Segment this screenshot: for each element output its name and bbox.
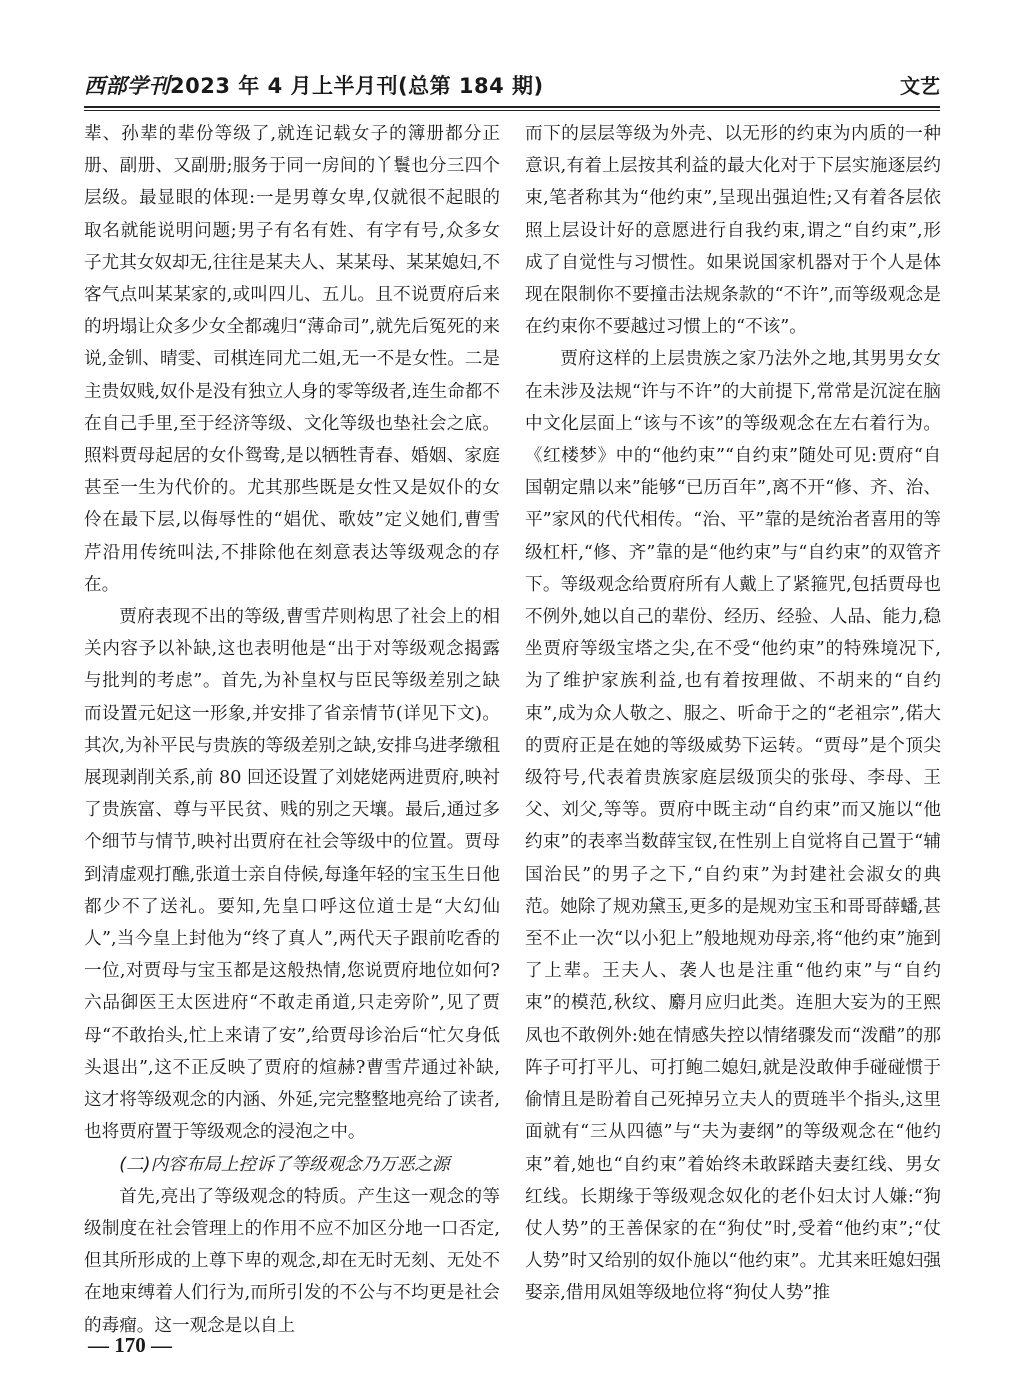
paragraph: 贾府表现不出的等级,曹雪芹则构思了社会上的相关内容予以补缺,这也表明他是“出于对等级观念揭露与批判的考虑”。首先,为补皇权与臣民等级差别之缺而设置元妃这一形象,并安排了省亲情节(详见下文)。其次,为补平民与贵族的等级差别之缺,安排乌进孝缴租展现剥削关系,前 80 回还设置了刘姥姥两进贾府,映衬了贵族富、尊与平民贫、贱的别之天壤。最后,通过多个细节与情节,映衬出贾府在社会等级中的位置。贾母到清虚观打醮,张道士亲自侍候,每逢年轻的宝玉生日他都少不了送礼。要知,先皇口呼这位道士是“大幻仙人”,当今皇上封他为“终了真人”,两代天子跟前吃香的一位,对贾母与宝玉都是这般热情,您说贾府地位如何?六品御医王太医进府“不敢走甬道,只走旁阶”,见了贾母“不敢抬头,忙上来请了安”,给贾母诊治后“忙欠身低头退出”,这不正反映了贾府的煊赫?曹雪芹通过补缺,这才将等级观念的内涵、外延,完完整整地亮给了读者,也将贾府置于等级观念的浸泡之中。 bbox=[84, 607, 501, 1143]
header-rule-thick bbox=[84, 106, 940, 108]
journal-logo: 西部学刊 bbox=[84, 73, 170, 98]
paragraph: 辈、孙辈的辈份等级了,就连记载女子的簿册都分正册、副册、又副册;服务于同一房间的丫鬟也分三四个层级。最显眼的体现:一是男尊女卑,仅就很不起眼的取名就能说明问题;男子有名有姓、有字有号,众多女子尤其女奴却无,往往是某夫人、某某母、某某媳妇,不客气点叫某某家的,或叫四儿、五儿。且不说贾府后来的坍塌让众多少女全都魂归“薄命司”,就先后冤死的来说,金钏、晴雯、司棋连同尤二姐,无一不是女性。二是主贵奴贱,奴仆是没有独立人身的零等级者,连生命都不在自己手里,至于经济等级、文化等级也垫社会之底。照料贾母起居的女仆鸳鸯,是以牺牲青春、婚姻、家庭甚至一生为代价的。尤其那些既是女性又是奴仆的女伶在最下层,以侮辱性的“娼优、歌妓”定义她们,曹雪芹沿用传统叫法,不排除他在刻意表达等级观念的存在。 bbox=[84, 124, 500, 595]
right-column bbox=[525, 118, 941, 1310]
paragraph: 而下的层层等级为外壳、以无形的约束为内质的一种意识,有着上层按其利益的最大化对于下层实施逐层约束,笔者称其为“他约束”,呈现出强迫性;又有着各层依照上层设计好的意愿进行自我约束,谓之“自约束”,形成了自觉性与习惯性。如果说国家机器对于个人是体现在限制你不要撞击法规条款的“不许”,而等级观念是在约束你不要越过习惯上的“不该”。 bbox=[525, 124, 941, 338]
journal-masthead bbox=[84, 70, 544, 100]
page-header bbox=[84, 70, 940, 104]
issue-info: 2023 年 4 月上半月刊(总第 184 期) bbox=[170, 74, 544, 98]
header-rule-thin bbox=[84, 110, 940, 111]
left-column bbox=[84, 118, 500, 1342]
section-subheading: (二)内容布局上控诉了等级观念乃万恶之源 bbox=[119, 1154, 450, 1175]
section-label: 文艺 bbox=[900, 74, 940, 98]
page-number: — 170 — bbox=[88, 1333, 172, 1357]
paragraph: 贾府这样的上层贵族之家乃法外之地,其男男女女在未涉及法规“许与不许”的大前提下,常常是沉淀在脑中文化层面上“该与不该”的等级观念在左右着行为。《红楼梦》中的“他约束”“自约束”随处可见:贾府“自国朝定鼎以来”能够“已历百年”,离不开“修、齐、治、平”家风的代代相传。“治、平”靠的是统治者喜用的等级杠杆,“修、齐”靠的是“他约束”与“自约束”的双管齐下。等级观念给贾府所有人戴上了紧箍咒,包括贾母也不例外,她以自己的辈份、经历、经验、人品、能力,稳坐贾府等级宝塔之尖,在不受“他约束”的特殊境况下,为了维护家族利益,也有着按理做、不胡来的“自约束”,成为众人敬之、服之、听命于之的“老祖宗”,偌大的贾府正是在她的等级威势下运转。“贾母”是个顶尖级符号,代表着贵族家庭层级顶尖的张母、李母、王父、刘父,等等。贾府中既主动“自约束”而又施以“他约束”的表率当数薛宝钗,在性别上自觉将自己置于“辅国治民”的男子之下,“自约束”为封建社会淑女的典范。她除了规劝黛玉,更多的是规劝宝玉和哥哥薛蟠,甚至不止一次“以小犯上”般地规劝母亲,将“他约束”施到了上辈。王夫人、袭人也是注重“他约束”与“自约束”的模范,秋纹、麝月应归此类。连胆大妄为的王熙凤也不敢例外:她在情感失控以情绪骤发而“泼醋”的那阵子可打平儿、可打鲍二媳妇,就是没敢伸手碰碰惯于偷情且是盼着自己死掉另立夫人的贾琏半个指头,这里面就有“三从四德”与“夫为妻纲”的等级观念在“他约束”着,她也“自约束”着始终未敢踩踏夫妻红线、男女红线。长期缘于等级观念奴化的老仆妇太讨人嫌:“狗仗人势”的王善保家的在“狗仗”时,受着“他约束”;“仗人势”时又给别的奴仆施以“他约束”。尤其来旺媳妇强娶亲,借用凤姐等级地位将“狗仗人势”推 bbox=[525, 349, 941, 1304]
paragraph: 首先,亮出了等级观念的特质。产生这一观念的等级制度在社会管理上的作用不应不加区分地一口否定,但其所形成的上尊下卑的观念,却在无时无刻、无处不在地束缚着人们行为,而所引发的不公与不均更是社会的毒瘤。这一观念是以自上 bbox=[84, 1186, 500, 1336]
